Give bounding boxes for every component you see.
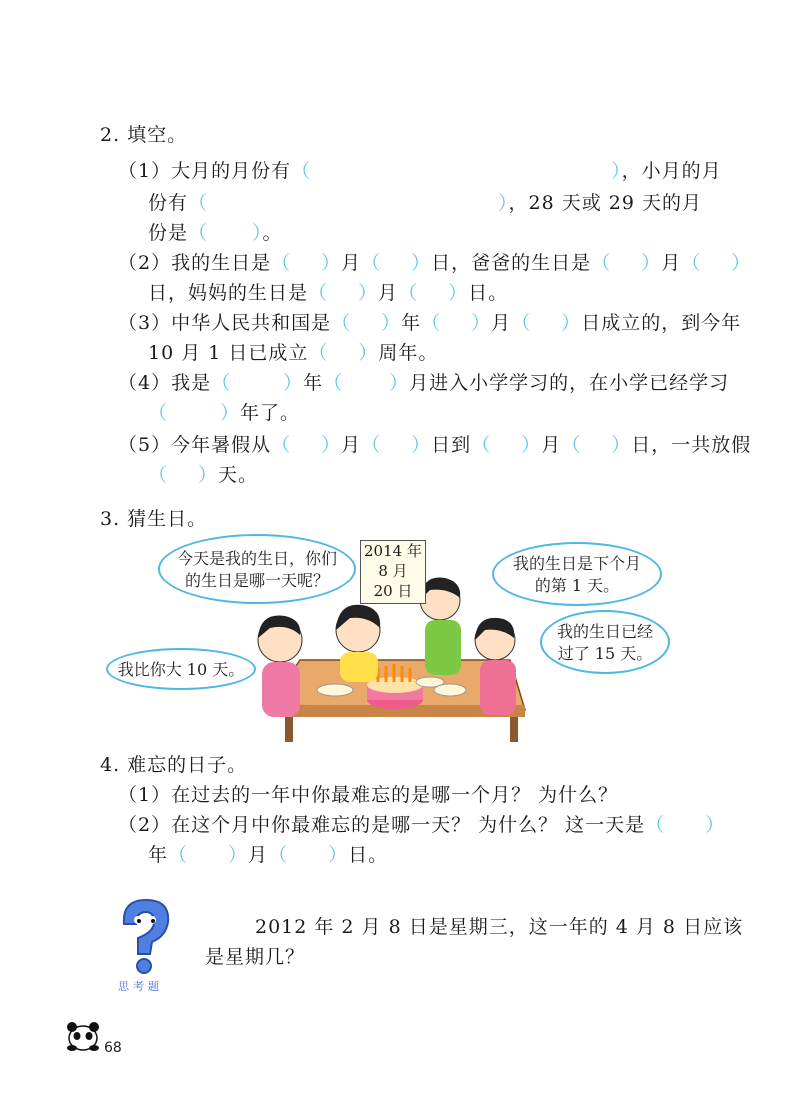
- text: ，28 天或 29 天的月: [508, 192, 703, 214]
- text: 月: [378, 282, 399, 304]
- text: 月进入小学学习的，在小学已经学习: [409, 372, 730, 394]
- answer-blank[interactable]: （ ）: [211, 372, 304, 394]
- bubble-text: 的生日是哪一天呢？: [184, 571, 329, 590]
- text: ，小月的月: [621, 160, 722, 182]
- answer-blank[interactable]: （ ）: [268, 844, 349, 866]
- text: （2）我的生日是: [118, 252, 272, 274]
- q4-line3: [148, 842, 388, 868]
- table-leg: [510, 717, 518, 742]
- speech-bubble-3: [540, 610, 670, 674]
- text: 日到: [431, 434, 472, 456]
- think-line1: 2012 年 2 月 8 日是星期三，这一年的 4 月 8 日应该: [255, 916, 744, 938]
- text: 份是: [148, 222, 189, 244]
- text: 月: [661, 252, 682, 274]
- answer-blank[interactable]: （ ）: [308, 282, 379, 304]
- question-mark-mascot-icon: [112, 896, 178, 978]
- text: 10 月 1 日已成立: [148, 342, 309, 364]
- table-leg: [285, 717, 293, 742]
- answer-blank[interactable]: （ ）: [168, 844, 249, 866]
- q2-p1-line1: [118, 158, 722, 184]
- text: 月: [341, 252, 362, 274]
- answer-blank[interactable]: （ ）: [471, 434, 542, 456]
- answer-blank[interactable]: （ ）: [561, 434, 632, 456]
- text: 。: [262, 222, 283, 244]
- answer-blank[interactable]: （ ）: [271, 252, 342, 274]
- text: 日，爸爸的生日是: [431, 252, 592, 274]
- q2-p3-line2: [148, 340, 438, 366]
- text: （1）大月的月份有: [118, 160, 292, 182]
- text: 日。: [468, 282, 509, 304]
- answer-blank[interactable]: （ ）: [398, 282, 469, 304]
- q2-title: 2. 填空。: [100, 124, 188, 146]
- bubble-text: 我的生日已经: [556, 622, 653, 641]
- text: 月: [541, 434, 562, 456]
- speech-bubble-1: [158, 534, 356, 604]
- text: （5）今年暑假从: [118, 434, 272, 456]
- date-sign: [360, 540, 426, 604]
- answer-blank[interactable]: （ ）: [361, 252, 432, 274]
- answer-blank[interactable]: （ ）: [361, 434, 432, 456]
- text: 年: [401, 312, 422, 334]
- q3-title: 3. 猜生日。: [100, 508, 208, 530]
- think-label: 思考题: [118, 980, 163, 993]
- bubble-text: 过了 15 天。: [557, 644, 653, 663]
- plate: [317, 684, 353, 696]
- girl-center-body: [340, 652, 378, 682]
- panda-icon: [64, 1018, 102, 1052]
- q2-p5-line1: [118, 432, 751, 458]
- sign-day: 20 日: [373, 582, 413, 600]
- plate: [434, 684, 466, 696]
- text: 年: [148, 844, 169, 866]
- text: 日，妈妈的生日是: [148, 282, 309, 304]
- answer-blank[interactable]: （ ）: [148, 402, 241, 424]
- sign-year: 2014 年: [364, 542, 422, 560]
- bubble-text: 我的生日是下个月: [512, 554, 641, 573]
- text: 周年。: [378, 342, 439, 364]
- text: 日。: [348, 844, 389, 866]
- text: 年: [303, 372, 324, 394]
- text: 份有: [148, 192, 189, 214]
- text: （2）在这个月中你最难忘的是哪一天？ 为什么？ 这一天是: [118, 814, 646, 836]
- bubble-text: 我比你大 10 天。: [117, 660, 245, 679]
- q2-p2-line1: [118, 250, 751, 276]
- text: 日成立的，到今年: [581, 312, 742, 334]
- text: 月: [341, 434, 362, 456]
- think-line2: 是星期几？: [205, 946, 306, 968]
- answer-blank[interactable]: （ ）: [681, 252, 752, 274]
- q2-p3-line1: [118, 310, 741, 336]
- answer-blank[interactable]: （ ）: [645, 814, 726, 836]
- bubble-text: 的第 1 天。: [534, 576, 620, 595]
- answer-blank[interactable]: （ ）: [271, 434, 342, 456]
- q2-p5-line2: [148, 462, 258, 488]
- q2-p1-line3: [148, 220, 283, 246]
- answer-blank[interactable]: （ ）: [291, 160, 622, 182]
- text: 月: [491, 312, 512, 334]
- q2-p4-line2: [148, 400, 300, 426]
- q4-title: 4. 难忘的日子。: [100, 754, 248, 776]
- text: （3）中华人民共和国是: [118, 312, 332, 334]
- answer-blank[interactable]: （ ）: [188, 192, 509, 214]
- answer-blank[interactable]: （ ）: [331, 312, 402, 334]
- q2-p1-line2: [148, 190, 702, 216]
- answer-blank[interactable]: （ ）: [591, 252, 662, 274]
- q2-p4-line1: [118, 370, 729, 396]
- answer-blank[interactable]: （ ）: [308, 342, 379, 364]
- q2-p2-line2: [148, 280, 508, 306]
- page-number: 68: [104, 1040, 122, 1056]
- speech-bubble-2: [492, 542, 662, 606]
- bubble-text: 今天是我的生日，你们: [176, 549, 337, 568]
- text: （4）我是: [118, 372, 212, 394]
- text: 年了。: [240, 402, 301, 424]
- sign-month: 8 月: [378, 562, 408, 580]
- text: 月: [248, 844, 269, 866]
- q4-line1: （1）在过去的一年中你最难忘的是哪一个月？ 为什么？: [118, 784, 619, 806]
- q4-line2: [118, 812, 725, 838]
- answer-blank[interactable]: （ ）: [323, 372, 410, 394]
- speech-bubble-4: [106, 648, 256, 690]
- text: 日，一共放假: [631, 434, 752, 456]
- answer-blank[interactable]: （ ）: [148, 464, 219, 486]
- text: 天。: [218, 464, 259, 486]
- answer-blank[interactable]: （ ）: [511, 312, 582, 334]
- girl-left-body: [262, 662, 300, 717]
- answer-blank[interactable]: （ ）: [421, 312, 492, 334]
- boy-body: [425, 620, 461, 675]
- answer-blank[interactable]: （ ）: [188, 222, 263, 244]
- girl-right-body: [480, 660, 516, 715]
